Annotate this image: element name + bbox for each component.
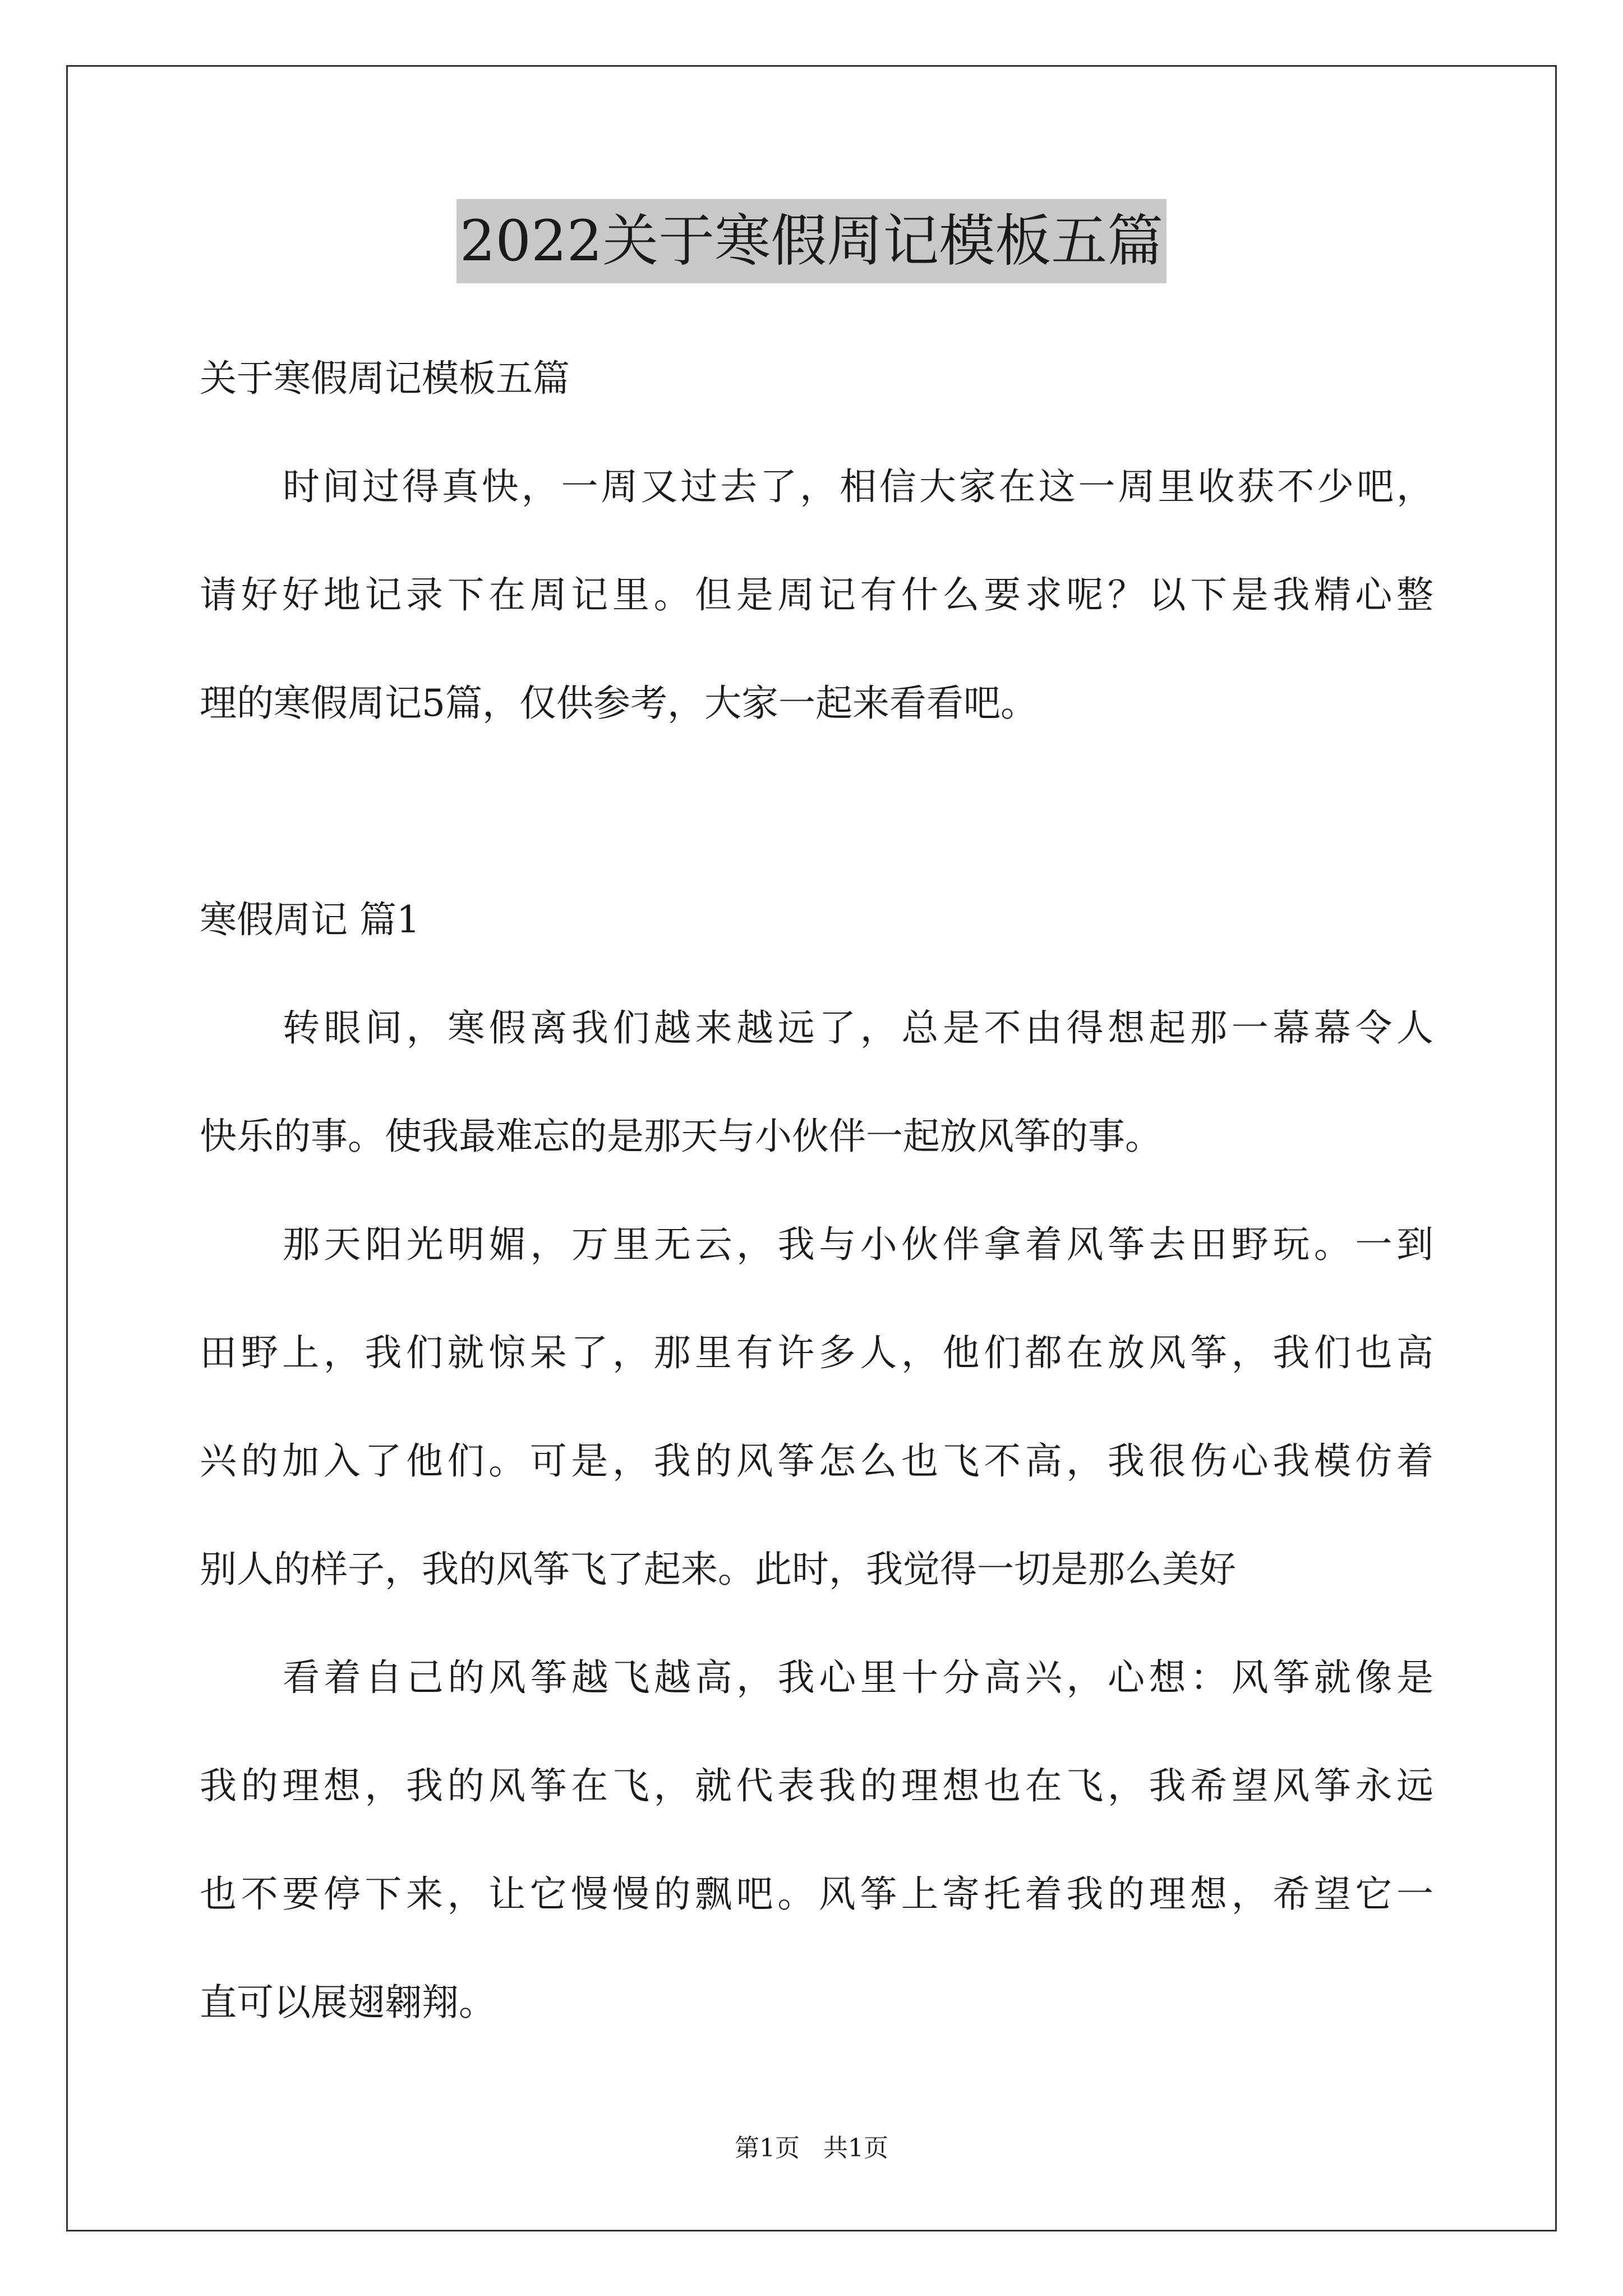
page-footer <box>0 2132 1623 2165</box>
paragraph-gap <box>200 784 1433 892</box>
body-line: 直可以展翅翱翔。 <box>200 1981 496 2024</box>
document-title-text: 2022关于寒假周记模板五篇 <box>457 199 1167 283</box>
document-body <box>200 351 1433 2083</box>
page-number: 第1页 <box>735 2134 800 2162</box>
subtitle: 关于寒假周记模板五篇 <box>200 357 570 400</box>
document-title <box>0 199 1623 300</box>
body-line: 也不要停下来，让它慢慢的飘吧。风筝上寄托着我的理想，希望它一 <box>200 1872 1433 1916</box>
intro-line: 时间过得真快，一周又过去了，相信大家在这一周里收获不少吧， <box>283 465 1433 508</box>
intro-line: 理的寒假周记5篇，仅供参考，大家一起来看看吧。 <box>200 682 1038 725</box>
body-line: 转眼间，寒假离我们越来越远了，总是不由得想起那一幕幕令人 <box>283 1006 1433 1050</box>
body-line: 看着自己的风筝越飞越高，我心里十分高兴，心想：风筝就像是 <box>283 1656 1433 1699</box>
intro-line: 请好好地记录下在周记里。但是周记有什么要求呢？以下是我精心整 <box>200 573 1433 616</box>
body-line: 别人的样子，我的风筝飞了起来。此时，我觉得一切是那么美好 <box>200 1548 1236 1591</box>
body-line: 我的理想，我的风筝在飞，就代表我的理想也在飞，我希望风筝永远 <box>200 1764 1433 1807</box>
page-total: 共1页 <box>823 2134 888 2162</box>
body-line: 快乐的事。使我最难忘的是那天与小伙伴一起放风筝的事。 <box>200 1115 1162 1158</box>
body-line: 田野上，我们就惊呆了，那里有许多人，他们都在放风筝，我们也高 <box>200 1331 1433 1374</box>
section-heading: 寒假周记 篇1 <box>200 898 420 941</box>
body-line: 兴的加入了他们。可是，我的风筝怎么也飞不高，我很伤心我模仿着 <box>200 1439 1433 1483</box>
body-line: 那天阳光明媚，万里无云，我与小伙伴拿着风筝去田野玩。一到 <box>283 1223 1433 1266</box>
